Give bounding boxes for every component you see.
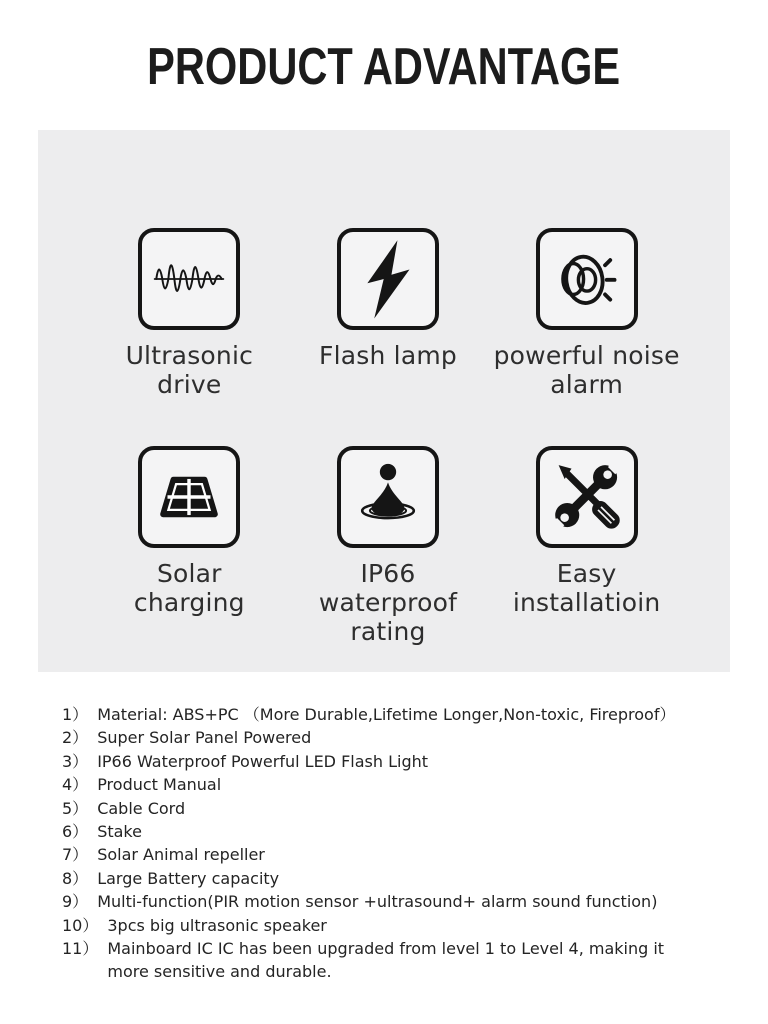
feature-label: Solar charging [133, 559, 245, 617]
feature-list [62, 703, 722, 984]
icon-box [337, 446, 439, 548]
page-header [0, 36, 768, 98]
waveform-icon [146, 236, 232, 322]
list-item: 11） Mainboard IC IC has been upgraded from level 1 to Level 4, making it more sensitive and durable. [62, 939, 665, 982]
feature-ultrasonic-drive [90, 228, 289, 399]
feature-noise-alarm [487, 228, 686, 399]
water-drop-icon [345, 454, 431, 540]
feature-flash-lamp [289, 228, 488, 399]
tools-icon [544, 454, 630, 540]
list-item: 2） Super Solar Panel Powered [62, 728, 312, 748]
list-item: 1） Material: ABS+PC （More Durable,Lifetime Longer,Non-toxic, Fireproof） [62, 705, 676, 724]
icon-box [138, 228, 240, 330]
list-item: 7） Solar Animal repeller [62, 845, 265, 865]
feature-easy-install [487, 446, 686, 646]
feature-waterproof [289, 446, 488, 646]
list-item: 6） Stake [62, 822, 142, 842]
icon-box [337, 228, 439, 330]
icon-box [138, 446, 240, 548]
list-item: 8） Large Battery capacity [62, 868, 280, 888]
page-title: PRODUCT ADVANTAGE [147, 38, 621, 96]
icon-box [536, 446, 638, 548]
list-item: 4） Product Manual [62, 775, 222, 795]
lightning-icon [345, 236, 431, 322]
list-item: 3） IP66 Waterproof Powerful LED Flash Light [62, 751, 429, 771]
icon-box [536, 228, 638, 330]
feature-label: powerful noise alarm [493, 341, 680, 399]
speaker-icon [544, 236, 630, 322]
feature-label: Flash lamp [319, 341, 457, 370]
feature-label: Easy installatioin [512, 559, 661, 617]
list-item: 5） Cable Cord [62, 798, 186, 818]
feature-label: Ultrasonic drive [125, 341, 254, 399]
features-panel [38, 130, 730, 672]
list-item: 10） 3pcs big ultrasonic speaker [62, 915, 327, 935]
feature-label: IP66 waterproof rating [318, 559, 458, 646]
features-grid [38, 130, 730, 646]
solar-panel-icon [146, 454, 232, 540]
list-item: 9） Multi-function(PIR motion sensor +ultrasound+ alarm sound function) [62, 892, 658, 912]
feature-solar-charging [90, 446, 289, 646]
